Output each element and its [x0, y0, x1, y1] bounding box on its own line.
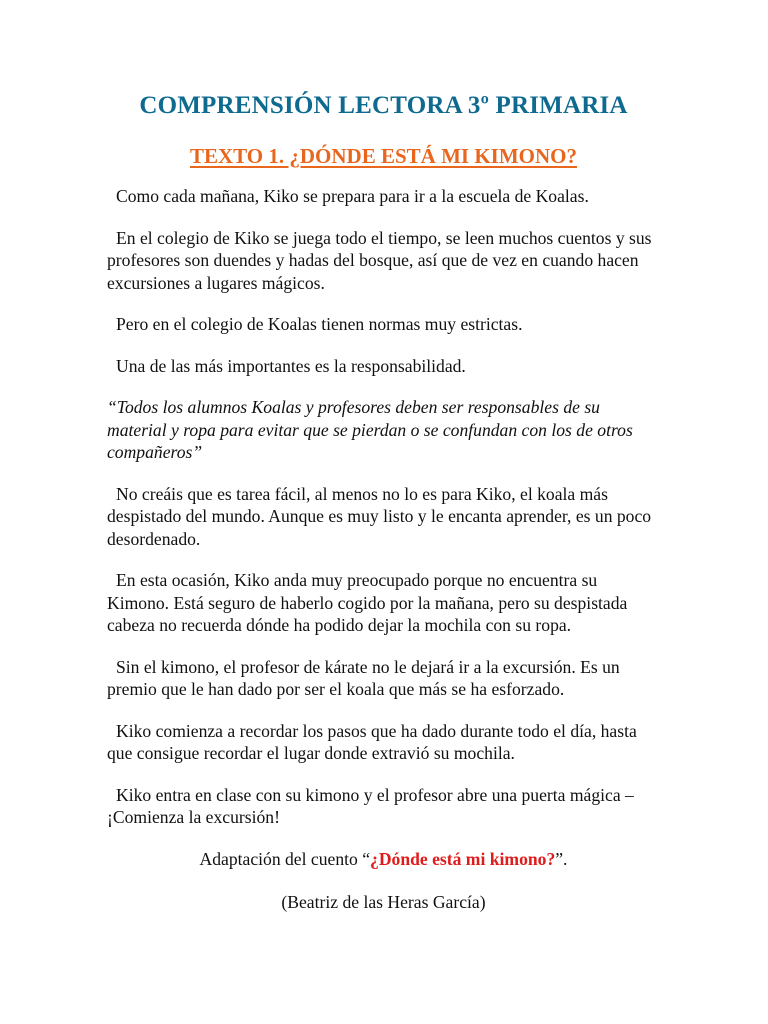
story-credit	[107, 848, 660, 871]
paragraph: Kiko comienza a recordar los pasos que ha dado durante todo el día, hasta que consigue recordar el lugar donde extravió su mochila.	[107, 720, 637, 763]
paragraph: Como cada mañana, Kiko se prepara para ir a la escuela de Koalas.	[116, 186, 589, 206]
paragraph: En el colegio de Kiko se juega todo el tiempo, se leen muchos cuentos y sus profesores son duendes y hadas del bosque, así que de vez en cuando hacen excursiones a lugares mágicos.	[107, 227, 652, 293]
paragraph: En esta ocasión, Kiko anda muy preocupado porque no encuentra su Kimono. Está seguro de haberlo cogido por la mañana, pero su despistada cabeza no recuerda dónde ha podido dejar la mochila con su ropa.	[107, 570, 628, 635]
document-title: COMPRENSIÓN LECTORA 3º PRIMARIA	[139, 92, 628, 119]
credit-suffix: ”.	[555, 848, 568, 869]
paragraph: Sin el kimono, el profesor de kárate no le dejará ir a la excursión. Es un premio que le han dado por ser el koala que más se ha esforzado.	[107, 656, 620, 699]
credit-story-title: ¿Dónde está mi kimono?	[370, 848, 556, 869]
credit-prefix: Adaptación del cuento “	[199, 848, 371, 869]
paragraph: No creáis que es tarea fácil, al menos no lo es para Kiko, el koala más despistado del mundo. Aunque es muy listo y le encanta aprender, es un poco desordenado.	[107, 483, 652, 549]
quote-paragraph: “Todos los alumnos Koalas y profesores deben ser responsables de su material y ropa para evitar que se pierdan o se confundan con los de otros compañeros”	[107, 397, 633, 462]
paragraph: Kiko entra en clase con su kimono y el profesor abre una puerta mágica – ¡Comienza la excursión!	[107, 784, 634, 827]
story-body	[107, 185, 660, 829]
text-subtitle: TEXTO 1. ¿DÓNDE ESTÁ MI KIMONO?	[190, 144, 577, 168]
paragraph: Pero en el colegio de Koalas tienen normas muy estrictas.	[116, 314, 523, 334]
paragraph: Una de las más importantes es la responsabilidad.	[116, 355, 466, 376]
author-line: (Beatriz de las Heras García)	[281, 892, 486, 912]
